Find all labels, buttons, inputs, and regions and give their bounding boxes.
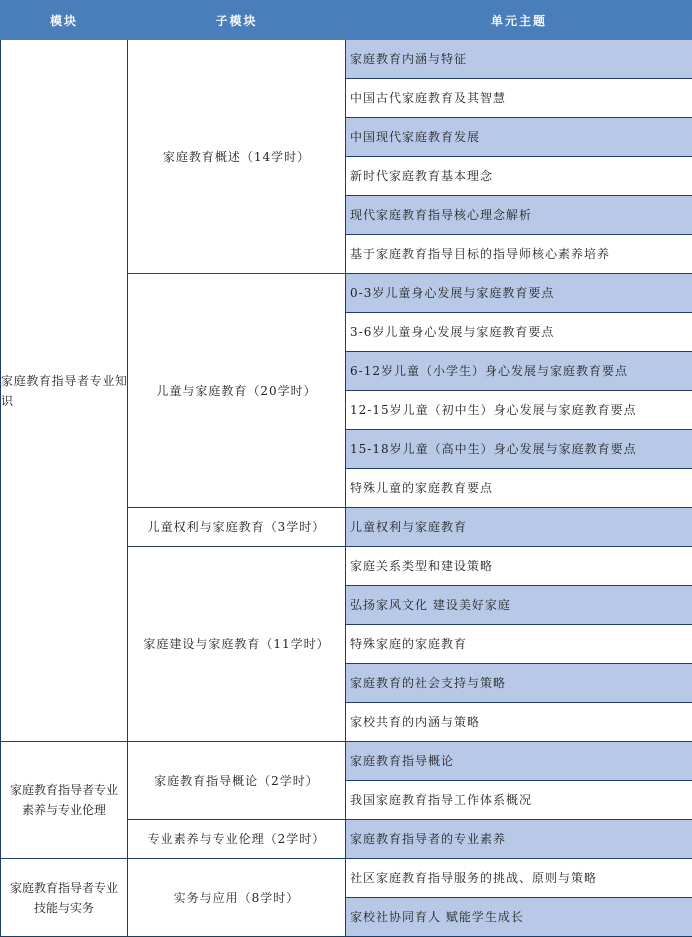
submodule-cell: 家庭建设与家庭教育（11学时）	[128, 547, 346, 742]
submodule-cell: 儿童权利与家庭教育（3学时）	[128, 508, 346, 547]
table-header-row	[1, 1, 692, 40]
unit-cell: 儿童权利与家庭教育	[346, 508, 692, 547]
unit-cell: 家庭教育内涵与特征	[346, 40, 692, 79]
table-row	[1, 742, 692, 781]
unit-cell: 家庭教育的社会支持与策略	[346, 664, 692, 703]
unit-cell: 0-3岁儿童身心发展与家庭教育要点	[346, 274, 692, 313]
module-cell: 家庭教育指导者专业知识	[1, 40, 128, 742]
unit-cell: 现代家庭教育指导核心理念解析	[346, 196, 692, 235]
submodule-cell: 专业素养与专业伦理（2学时）	[128, 820, 346, 859]
submodule-cell: 儿童与家庭教育（20学时）	[128, 274, 346, 508]
submodule-cell: 家庭教育概述（14学时）	[128, 40, 346, 274]
module-cell: 家庭教育指导者专业素养与专业伦理	[1, 742, 128, 859]
module-cell: 家庭教育指导者专业技能与实务	[1, 859, 128, 937]
header-module: 模块	[1, 1, 128, 40]
unit-cell: 15-18岁儿童（高中生）身心发展与家庭教育要点	[346, 430, 692, 469]
unit-cell: 中国现代家庭教育发展	[346, 118, 692, 157]
unit-cell: 3-6岁儿童身心发展与家庭教育要点	[346, 313, 692, 352]
unit-cell: 新时代家庭教育基本理念	[346, 157, 692, 196]
unit-cell: 家校社协同育人 赋能学生成长	[346, 898, 692, 937]
header-unit-topic: 单元主题	[346, 1, 692, 40]
unit-cell: 社区家庭教育指导服务的挑战、原则与策略	[346, 859, 692, 898]
table-row	[1, 859, 692, 898]
header-submodule: 子模块	[128, 1, 346, 40]
unit-cell: 家校共育的内涵与策略	[346, 703, 692, 742]
submodule-cell: 家庭教育指导概论（2学时）	[128, 742, 346, 820]
unit-cell: 家庭教育指导概论	[346, 742, 692, 781]
submodule-cell: 实务与应用（8学时）	[128, 859, 346, 937]
unit-cell: 特殊儿童的家庭教育要点	[346, 469, 692, 508]
unit-cell: 家庭教育指导者的专业素养	[346, 820, 692, 859]
table-row	[1, 40, 692, 79]
unit-cell: 我国家庭教育指导工作体系概况	[346, 781, 692, 820]
unit-cell: 6-12岁儿童（小学生）身心发展与家庭教育要点	[346, 352, 692, 391]
unit-cell: 弘扬家风文化 建设美好家庭	[346, 586, 692, 625]
unit-cell: 12-15岁儿童（初中生）身心发展与家庭教育要点	[346, 391, 692, 430]
unit-cell: 中国古代家庭教育及其智慧	[346, 79, 692, 118]
unit-cell: 特殊家庭的家庭教育	[346, 625, 692, 664]
unit-cell: 基于家庭教育指导目标的指导师核心素养培养	[346, 235, 692, 274]
unit-cell: 家庭关系类型和建设策略	[346, 547, 692, 586]
